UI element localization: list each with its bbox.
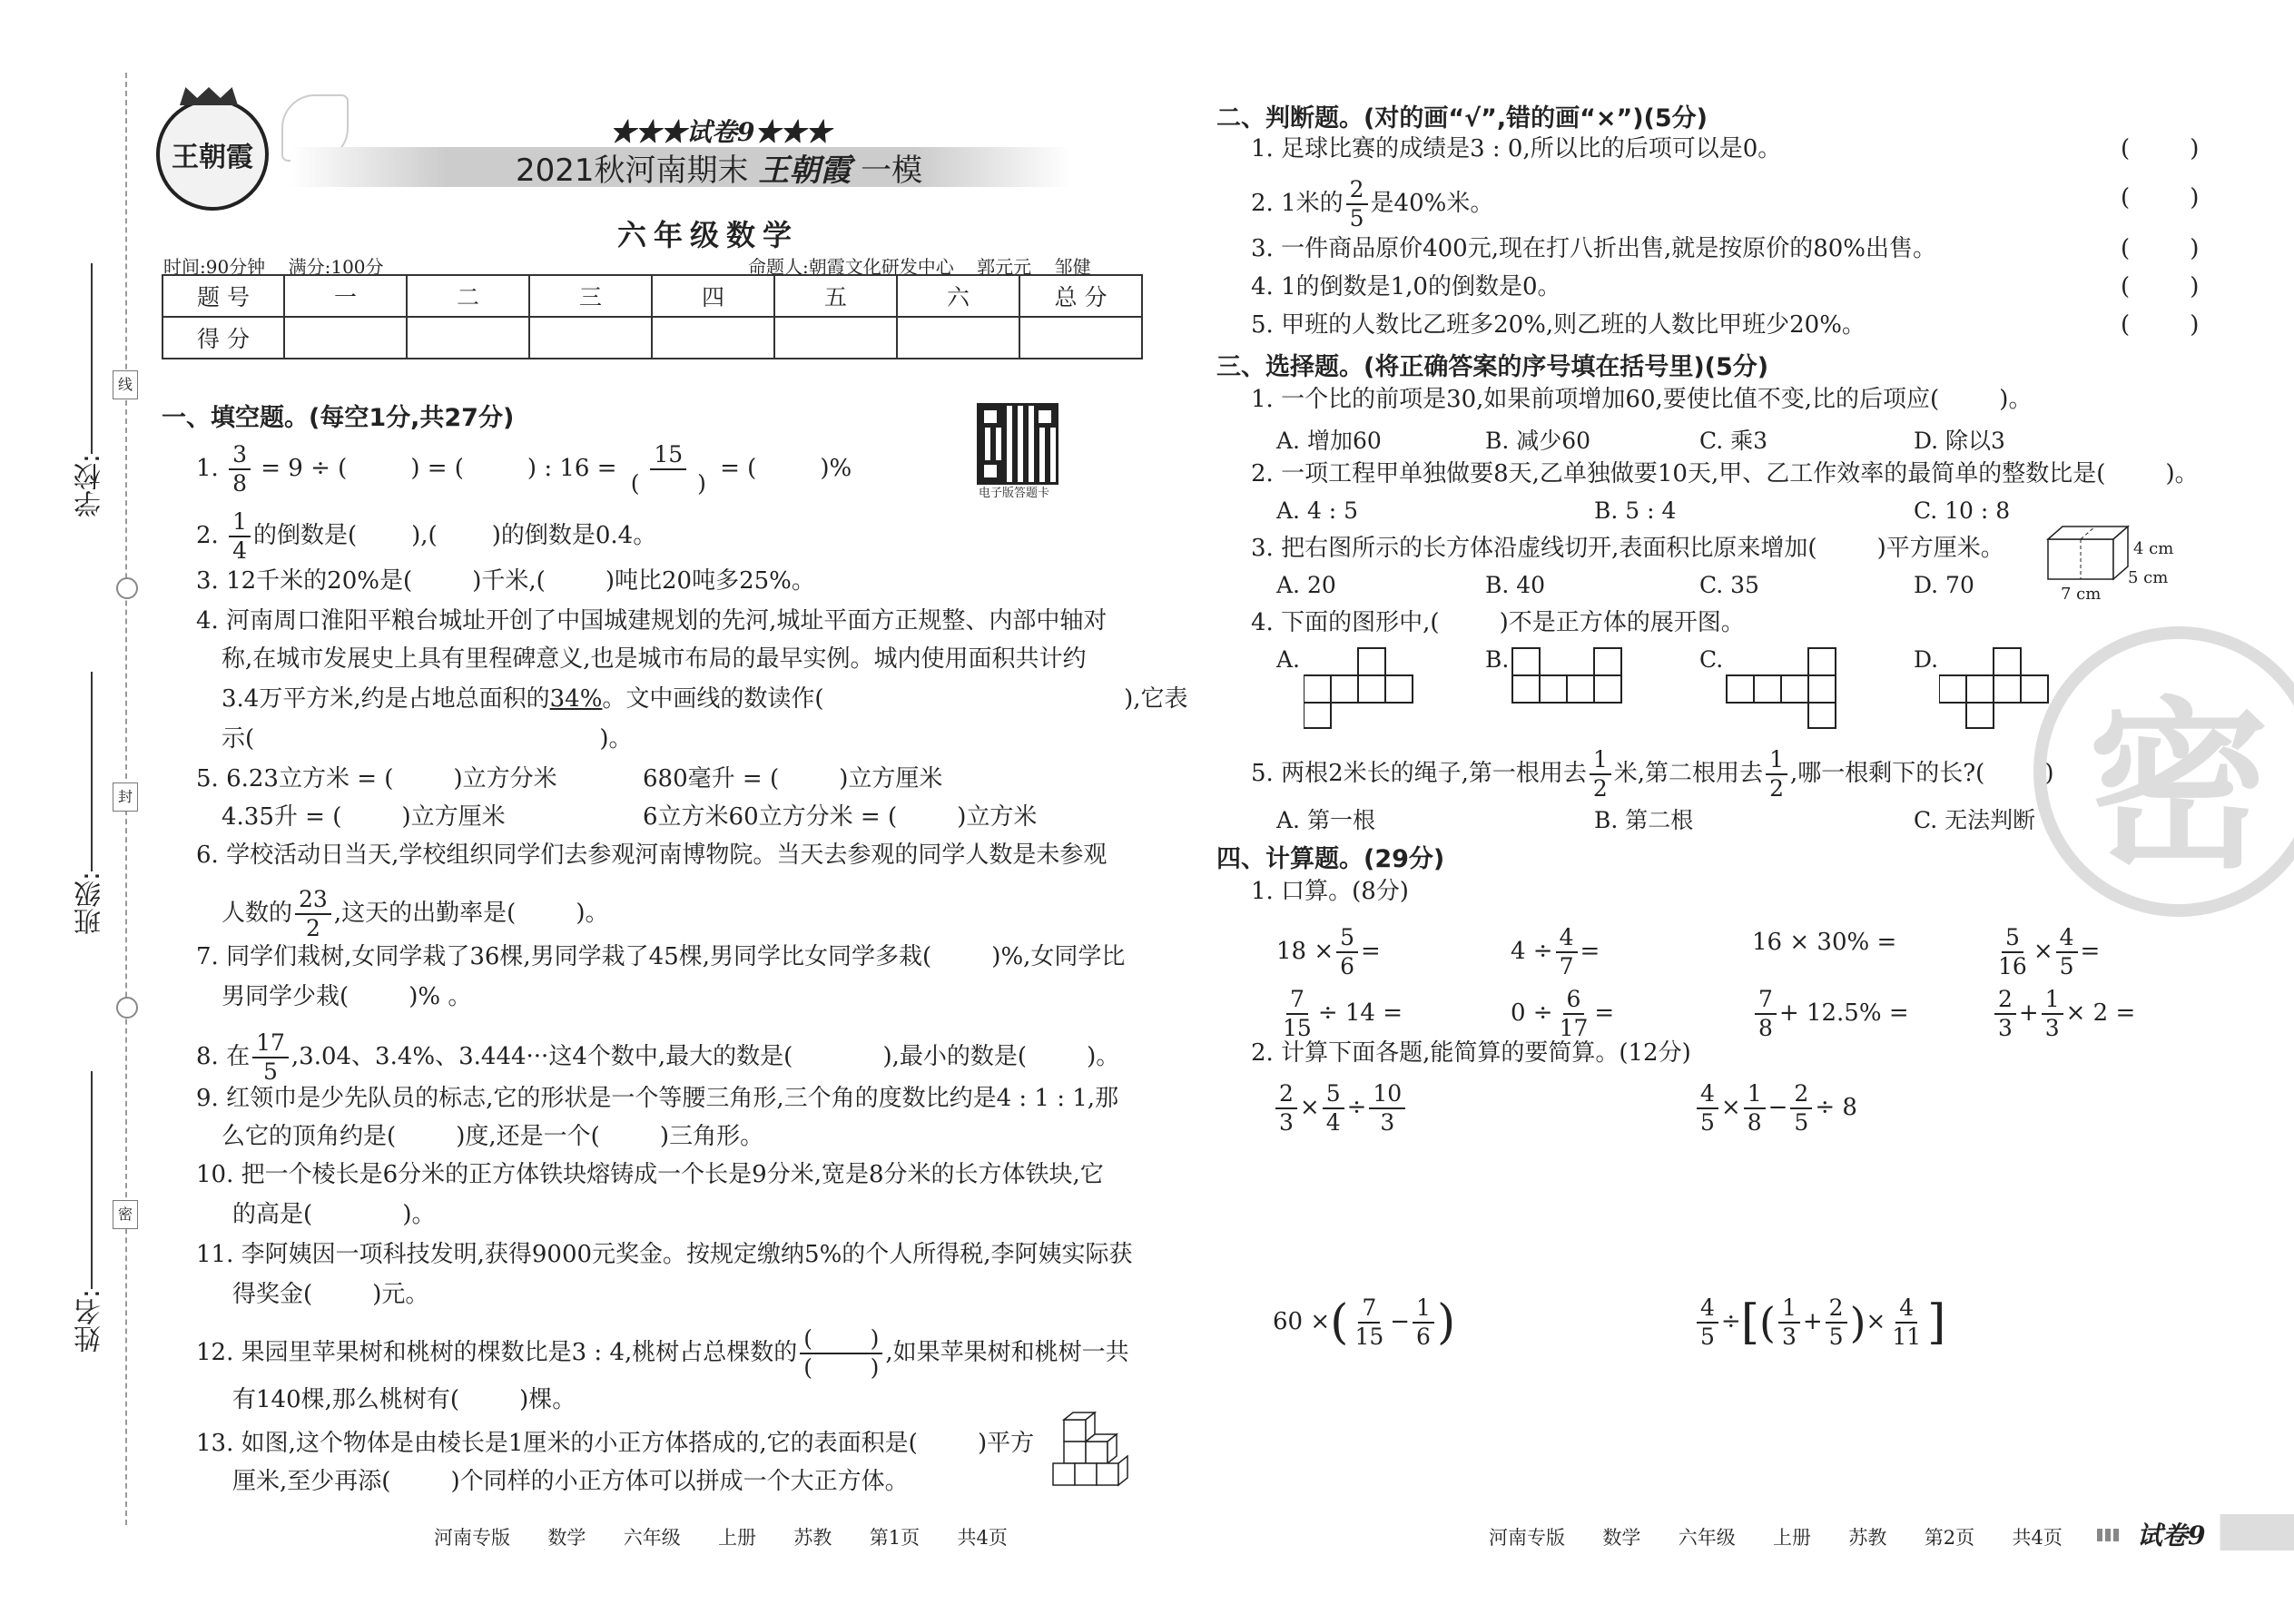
score-cell: 三: [529, 275, 652, 317]
footer-right: 河南专版 数学 六年级 上册 苏教 第2页 共4页: [1489, 1527, 2063, 1549]
oral-r1c3: 16 × 30% =: [1752, 929, 1897, 956]
fraction: ( ) ( ): [800, 1325, 882, 1382]
footer-badge-text: 试卷9: [2137, 1521, 2206, 1550]
fraction: $\frac{2}{5}$: [1346, 176, 1368, 232]
choice-2-option-a[interactable]: A. 4 : 5: [1276, 497, 1359, 524]
question-10-line1: 10. 把一个棱长是6分米的正方体铁块熔铸成一个长是9分米,宽是8分米的长方体铁块,它: [196, 1161, 1104, 1188]
question-6-line1: 6. 学校活动日当天,学校组织同学们去参观河南博物院。当天去参观的同学人数是未参观: [196, 842, 1108, 869]
score-cell: 六: [897, 275, 1019, 317]
score-header-row: [162, 275, 1142, 317]
net-figure-d: [1939, 646, 2057, 730]
question-9-line2: 么它的顶角约是( )度,还是一个( )三角形。: [222, 1123, 764, 1150]
name-field[interactable]: [91, 1071, 93, 1289]
choice-1-option-a[interactable]: A. 增加60: [1276, 428, 1382, 454]
question-8: 8. 在 $\frac{17}{5}$ ,3.04、3.4%、3.444···这4个数中,最大的数是( ),最小的数是( )。: [196, 1029, 1120, 1085]
score-input[interactable]: [529, 317, 652, 359]
choice-1-option-d[interactable]: D. 除以3: [1914, 428, 2005, 454]
question-10-line2: 的高是( )。: [232, 1201, 436, 1228]
judge-3: 3. 一件商品原价400元,现在打八折出售,就是按原价的80%出售。: [1251, 235, 1937, 262]
fraction: $\frac{1}{2}$: [1590, 746, 1611, 802]
footer-left: 河南专版 数学 六年级 上册 苏教 第1页 共4页: [434, 1527, 1008, 1549]
choice-4-option-a[interactable]: A.: [1276, 646, 1301, 673]
seal-mark-dense: 密: [113, 1200, 138, 1229]
question-3: 3. 12千米的20%是( )千米,( )吨比20吨多25%。: [196, 567, 815, 595]
oral-r2c4: $\frac{2}{3}$ + $\frac{1}{3}$ × 2 =: [1992, 986, 2135, 1042]
score-cell: 题 号: [162, 275, 284, 317]
question-5-a: 5. 6.23立方米 = ( )立方分米: [196, 765, 557, 792]
choice-1: 1. 一个比的前项是30,如果前项增加60,要使比值不变,比的后项应( )。: [1251, 386, 2033, 413]
decor-circle-icon: [116, 577, 138, 599]
class-field[interactable]: [91, 672, 93, 871]
title-suffix: 一模: [861, 153, 923, 189]
watermark-seal: [2033, 626, 2294, 917]
cuboid-length-label: 7 cm: [2061, 585, 2102, 604]
watermark-text: 密: [2087, 681, 2269, 893]
score-cell: 一: [284, 275, 407, 317]
calc-expr-1: $\frac{2}{3}$ × $\frac{5}{4}$ ÷ $\frac{10}{3}$: [1273, 1080, 1408, 1137]
choice-5-option-c[interactable]: C. 无法判断: [1914, 807, 2036, 833]
score-cell: 二: [407, 275, 529, 317]
score-cell: 四: [652, 275, 774, 317]
part4-title: 四、计算题。(29分): [1216, 845, 1445, 873]
question-11-line2: 得奖金( )元。: [232, 1281, 429, 1308]
oral-r1c4: $\frac{5}{16}$ × $\frac{4}{5}$ =: [1998, 924, 2101, 979]
question-5-c: 4.35升 = ( )立方厘米: [222, 803, 506, 831]
calc-expr-3: 60 ×( $\frac{7}{15}$ − $\frac{1}{6}$ ): [1273, 1294, 1456, 1350]
oral-r1c1: 18 × $\frac{5}{6}$ =: [1276, 924, 1381, 979]
choice-4-option-c[interactable]: C.: [1699, 646, 1724, 673]
class-label: 班级:: [74, 871, 106, 936]
choice-5-option-a[interactable]: A. 第一根: [1276, 807, 1375, 833]
choice-2: 2. 一项工程甲单独做要8天,乙单独做要10天,甲、乙工作效率的最简单的整数比是( )。: [1251, 460, 2199, 487]
question-13-line1: 13. 如图,这个物体是由棱长是1厘米的小正方体搭成的,它的表面积是( )平方: [196, 1430, 1035, 1457]
question-4-line3: 3.4万平方米,约是占地总面积的34%。文中画线的数读作( ),它表: [222, 685, 1188, 713]
question-6-line2: 人数的 $\frac{23}{2}$ ,这天的出勤率是( )。: [222, 886, 609, 941]
logo-text: 王朝霞: [172, 142, 253, 173]
brand-logo: [156, 98, 269, 211]
score-input[interactable]: [284, 317, 407, 359]
question-1: 1. $\frac{3}{8}$ = 9 ÷ ( ) = ( ) : 16 = 15 ( ) = ( )%: [196, 441, 852, 497]
part3-title: 三、选择题。(将正确答案的序号填在括号里)(5分): [1216, 353, 1769, 381]
judge-3-answer[interactable]: ( ): [2121, 235, 2200, 262]
decor-circle-icon: [116, 997, 138, 1019]
qr-code-icon[interactable]: [977, 403, 1058, 485]
cuboid-figure: [2044, 521, 2135, 586]
question-4-line1: 4. 河南周口淮阳平粮台城址开创了中国城建规划的先河,城址平面方正规整、内部中轴对: [196, 607, 1108, 635]
exam-title: [516, 145, 922, 190]
question-5-b: 680毫升 = ( )立方厘米: [643, 765, 943, 792]
choice-1-option-b[interactable]: B. 减少60: [1485, 428, 1591, 454]
question-4-line4: 示( )。: [222, 725, 633, 753]
choice-5-option-b[interactable]: B. 第二根: [1594, 807, 1694, 833]
question-4-line2: 称,在城市发展史上具有里程碑意义,也是城市布局的最早实例。城内使用面积共计约: [222, 645, 1087, 673]
judge-2: 2. 1米的 $\frac{2}{5}$ 是40%米。: [1251, 176, 1494, 231]
author-info: 命题人:朝霞文化研发中心 郭元元 邹健: [748, 256, 1091, 278]
choice-4-option-d[interactable]: D.: [1914, 646, 1939, 673]
footer-badge-decor: [2097, 1529, 2119, 1541]
question-2: 2. $\frac{1}{4}$ 的倒数是( ),( )的倒数是0.4。: [196, 508, 657, 564]
score-input[interactable]: [774, 317, 897, 359]
calc-title: 2. 计算下面各题,能简算的要简算。(12分): [1251, 1039, 1691, 1067]
fraction: $\frac{1}{2}$: [1766, 746, 1787, 802]
judge-2-answer[interactable]: ( ): [2121, 184, 2200, 212]
net-figure-b: [1511, 646, 1629, 730]
cuboid-width-label: 5 cm: [2128, 568, 2169, 587]
score-input[interactable]: [652, 317, 774, 359]
choice-5: 5. 两根2米长的绳子,第一根用去 $\frac{1}{2}$ 米,第二根用去 $\frac{1}{2}$ ,哪一根剩下的长?( ): [1251, 746, 2054, 802]
name-label: 姓名:: [74, 1289, 106, 1353]
score-input[interactable]: [897, 317, 1019, 359]
judge-4-answer[interactable]: ( ): [2121, 273, 2200, 300]
qr-caption: 电子版答题卡: [979, 487, 1050, 500]
score-cell: 五: [774, 275, 897, 317]
seal-mark-seal: 封: [113, 782, 138, 812]
choice-2-option-c[interactable]: C. 10 : 8: [1914, 497, 2011, 524]
choice-4-option-b[interactable]: B.: [1485, 646, 1510, 673]
question-5-d: 6立方米60立方分米 = ( )立方米: [643, 803, 1038, 831]
fraction: 15 ( ): [630, 441, 706, 497]
fraction: $\frac{23}{2}$: [295, 886, 331, 942]
subject-title: 六年级数学: [617, 218, 800, 252]
choice-3-option-a[interactable]: A. 20: [1276, 572, 1336, 598]
time-info: 时间:90分钟 满分:100分: [163, 256, 384, 278]
oral-title: 1. 口算。(8分): [1251, 878, 1409, 905]
fraction: $\frac{1}{4}$: [229, 508, 251, 565]
oral-r2c3: $\frac{7}{8}$ + 12.5% =: [1752, 986, 1909, 1042]
score-value-row: [162, 317, 1142, 359]
score-cell: 得 分: [162, 317, 284, 359]
choice-1-option-c[interactable]: C. 乘3: [1699, 428, 1768, 454]
part2-title: 二、判断题。(对的画“√”,错的画“×”)(5分): [1216, 104, 1708, 133]
judge-1-answer[interactable]: ( ): [2121, 135, 2200, 162]
judge-5: 5. 甲班的人数比乙班多20%,则乙班的人数比甲班少20%。: [1251, 311, 1866, 339]
fraction: $\frac{3}{8}$: [229, 441, 251, 497]
cube-stack-figure: [1048, 1409, 1138, 1500]
net-figure-a: [1304, 646, 1422, 730]
calc-expr-2: $\frac{4}{5}$ × $\frac{1}{8}$ − $\frac{2}{5}$ ÷ 8: [1694, 1080, 1857, 1137]
judge-5-answer[interactable]: ( ): [2121, 311, 2200, 339]
seal-mark-line: 线: [113, 370, 138, 399]
footer-badge: [2128, 1514, 2294, 1550]
choice-3-option-d[interactable]: D. 70: [1914, 572, 1974, 598]
choice-3-option-c[interactable]: C. 35: [1699, 572, 1759, 598]
net-figure-c: [1725, 646, 1843, 730]
question-7-line2: 男同学少栽( )% 。: [222, 983, 472, 1010]
question-7-line1: 7. 同学们栽树,女同学栽了36棵,男同学栽了45棵,男同学比女同学多栽( )%,女同学比: [196, 943, 1126, 970]
oral-r1c2: 4 ÷ $\frac{4}{7}$ =: [1511, 924, 1600, 979]
title-brand: 王朝霞: [758, 153, 852, 189]
score-input[interactable]: [407, 317, 529, 359]
calc-expr-4: $\frac{4}{5}$ ÷[( $\frac{1}{3}$ + $\frac{2}{5}$ )× $\frac{4}{11}$ ]: [1694, 1294, 1945, 1351]
score-cell: 总 分: [1019, 275, 1142, 317]
cuboid-height-label: 4 cm: [2133, 539, 2174, 558]
school-label: 学校:: [74, 454, 106, 518]
fraction: $\frac{17}{5}$: [252, 1029, 289, 1086]
oral-r2c1: $\frac{7}{15}$ ÷ 14 =: [1283, 986, 1403, 1041]
question-11-line1: 11. 李阿姨因一项科技发明,获得9000元奖金。按规定缴纳5%的个人所得税,李阿姨实际获: [196, 1241, 1133, 1268]
judge-4: 4. 1的倒数是1,0的倒数是0。: [1251, 273, 1561, 300]
judge-1: 1. 足球比赛的成绩是3 : 0,所以比的后项可以是0。: [1251, 135, 1782, 162]
title-prefix: 2021秋河南期末: [516, 153, 749, 189]
question-12-line2: 有140棵,那么桃树有( )棵。: [232, 1386, 576, 1413]
score-table: [162, 274, 1143, 359]
score-input[interactable]: [1019, 317, 1142, 359]
choice-3: 3. 把右图所示的长方体沿虚线切开,表面积比原来增加( )平方厘米。: [1251, 535, 2004, 562]
question-9-line1: 9. 红领巾是少先队员的标志,它的形状是一个等腰三角形,三个角的度数比约是4 : 1 : 1,那: [196, 1085, 1119, 1112]
question-12-line1: 12. 果园里苹果树和桃树的棵数比是3 : 4,桃树占总棵数的 ( ) ( ) ,如果苹果树和桃树一共: [196, 1325, 1129, 1381]
part1-title: 一、填空题。(每空1分,共27分): [162, 404, 515, 432]
paper-tag: ★★★试卷9★★★: [610, 117, 832, 147]
choice-2-option-b[interactable]: B. 5 : 4: [1594, 497, 1677, 524]
question-13-line2: 厘米,至少再添( )个同样的小正方体可以拼成一个大正方体。: [232, 1468, 909, 1495]
choice-3-option-b[interactable]: B. 40: [1485, 572, 1546, 598]
oral-r2c2: 0 ÷ $\frac{6}{17}$ =: [1511, 986, 1615, 1041]
crown-icon: [180, 87, 238, 105]
choice-4: 4. 下面的图形中,( )不是正方体的展开图。: [1251, 609, 1745, 636]
school-field[interactable]: [91, 263, 93, 454]
